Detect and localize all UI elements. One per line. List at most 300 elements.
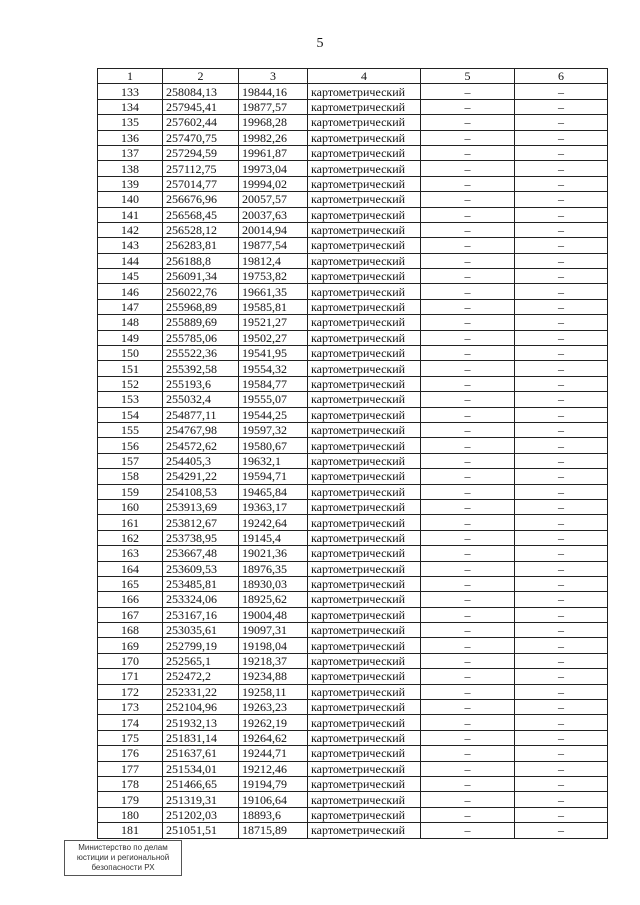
header-col-5: 5 <box>421 69 515 84</box>
table-row <box>98 269 608 284</box>
point-number-cell: 180 <box>98 807 163 822</box>
y-coordinate-cell: 19264,62 <box>239 730 308 745</box>
point-number-cell: 166 <box>98 592 163 607</box>
col6-cell: – <box>515 99 608 114</box>
method-cell: картометрический <box>308 623 421 638</box>
col5-cell: – <box>421 484 515 499</box>
coordinates-table <box>97 68 608 839</box>
x-coordinate-cell: 251932,13 <box>163 715 239 730</box>
method-cell: картометрический <box>308 807 421 822</box>
col5-cell: – <box>421 807 515 822</box>
y-coordinate-cell: 19584,77 <box>239 376 308 391</box>
table-row <box>98 346 608 361</box>
y-coordinate-cell: 19212,46 <box>239 761 308 776</box>
col5-cell: – <box>421 346 515 361</box>
col5-cell: – <box>421 715 515 730</box>
point-number-cell: 135 <box>98 115 163 130</box>
y-coordinate-cell: 19198,04 <box>239 638 308 653</box>
table-row <box>98 515 608 530</box>
col6-cell: – <box>515 530 608 545</box>
method-cell: картометрический <box>308 161 421 176</box>
col5-cell: – <box>421 607 515 622</box>
col6-cell: – <box>515 715 608 730</box>
y-coordinate-cell: 18930,03 <box>239 576 308 591</box>
point-number-cell: 136 <box>98 130 163 145</box>
x-coordinate-cell: 251466,65 <box>163 776 239 791</box>
stamp-line: безопасности РХ <box>91 863 155 872</box>
method-cell: картометрический <box>308 207 421 222</box>
method-cell: картометрический <box>308 238 421 253</box>
col6-cell: – <box>515 623 608 638</box>
col5-cell: – <box>421 561 515 576</box>
table-row <box>98 145 608 160</box>
col5-cell: – <box>421 376 515 391</box>
point-number-cell: 147 <box>98 299 163 314</box>
col6-cell: – <box>515 84 608 99</box>
table-row <box>98 761 608 776</box>
col6-cell: – <box>515 515 608 530</box>
x-coordinate-cell: 252472,2 <box>163 669 239 684</box>
col5-cell: – <box>421 469 515 484</box>
col6-cell: – <box>515 161 608 176</box>
x-coordinate-cell: 254877,11 <box>163 407 239 422</box>
table-row <box>98 561 608 576</box>
method-cell: картометрический <box>308 253 421 268</box>
table-row <box>98 807 608 822</box>
point-number-cell: 169 <box>98 638 163 653</box>
method-cell: картометрический <box>308 315 421 330</box>
table-row <box>98 253 608 268</box>
x-coordinate-cell: 257014,77 <box>163 176 239 191</box>
header-col-3: 3 <box>239 69 308 84</box>
x-coordinate-cell: 253035,61 <box>163 623 239 638</box>
col5-cell: – <box>421 546 515 561</box>
y-coordinate-cell: 19585,81 <box>239 299 308 314</box>
col5-cell: – <box>421 392 515 407</box>
table-row <box>98 99 608 114</box>
table-row <box>98 576 608 591</box>
col6-cell: – <box>515 561 608 576</box>
y-coordinate-cell: 19263,23 <box>239 700 308 715</box>
x-coordinate-cell: 254767,98 <box>163 422 239 437</box>
col6-cell: – <box>515 730 608 745</box>
point-number-cell: 155 <box>98 422 163 437</box>
point-number-cell: 175 <box>98 730 163 745</box>
method-cell: картометрический <box>308 330 421 345</box>
col6-cell: – <box>515 746 608 761</box>
x-coordinate-cell: 252104,96 <box>163 700 239 715</box>
page-number: 5 <box>316 36 324 51</box>
col5-cell: – <box>421 407 515 422</box>
x-coordinate-cell: 256188,8 <box>163 253 239 268</box>
table-row <box>98 746 608 761</box>
method-cell: картометрический <box>308 176 421 191</box>
col6-cell: – <box>515 284 608 299</box>
col6-cell: – <box>515 376 608 391</box>
method-cell: картометрический <box>308 700 421 715</box>
point-number-cell: 138 <box>98 161 163 176</box>
x-coordinate-cell: 254108,53 <box>163 484 239 499</box>
col6-cell: – <box>515 115 608 130</box>
col5-cell: – <box>421 192 515 207</box>
y-coordinate-cell: 19097,31 <box>239 623 308 638</box>
point-number-cell: 146 <box>98 284 163 299</box>
point-number-cell: 176 <box>98 746 163 761</box>
x-coordinate-cell: 253738,95 <box>163 530 239 545</box>
x-coordinate-cell: 255032,4 <box>163 392 239 407</box>
col6-cell: – <box>515 669 608 684</box>
col6-cell: – <box>515 792 608 807</box>
col5-cell: – <box>421 746 515 761</box>
table-row <box>98 238 608 253</box>
point-number-cell: 140 <box>98 192 163 207</box>
point-number-cell: 164 <box>98 561 163 576</box>
x-coordinate-cell: 255785,06 <box>163 330 239 345</box>
table-row <box>98 638 608 653</box>
x-coordinate-cell: 253812,67 <box>163 515 239 530</box>
table-row <box>98 715 608 730</box>
y-coordinate-cell: 19580,67 <box>239 438 308 453</box>
col6-cell: – <box>515 253 608 268</box>
col6-cell: – <box>515 776 608 791</box>
y-coordinate-cell: 19258,11 <box>239 684 308 699</box>
y-coordinate-cell: 19661,35 <box>239 284 308 299</box>
col5-cell: – <box>421 453 515 468</box>
point-number-cell: 153 <box>98 392 163 407</box>
x-coordinate-cell: 256091,34 <box>163 269 239 284</box>
y-coordinate-cell: 18715,89 <box>239 823 308 838</box>
col6-cell: – <box>515 207 608 222</box>
y-coordinate-cell: 18976,35 <box>239 561 308 576</box>
method-cell: картометрический <box>308 299 421 314</box>
y-coordinate-cell: 19262,19 <box>239 715 308 730</box>
col6-cell: – <box>515 145 608 160</box>
col6-cell: – <box>515 130 608 145</box>
col5-cell: – <box>421 576 515 591</box>
header-col-4: 4 <box>308 69 421 84</box>
x-coordinate-cell: 257945,41 <box>163 99 239 114</box>
table-row <box>98 330 608 345</box>
method-cell: картометрический <box>308 269 421 284</box>
x-coordinate-cell: 251534,01 <box>163 761 239 776</box>
table-row <box>98 530 608 545</box>
col5-cell: – <box>421 238 515 253</box>
table-row <box>98 546 608 561</box>
method-cell: картометрический <box>308 638 421 653</box>
col5-cell: – <box>421 515 515 530</box>
col6-cell: – <box>515 407 608 422</box>
method-cell: картометрический <box>308 499 421 514</box>
table-row <box>98 392 608 407</box>
x-coordinate-cell: 253324,06 <box>163 592 239 607</box>
y-coordinate-cell: 19982,26 <box>239 130 308 145</box>
method-cell: картометрический <box>308 530 421 545</box>
table-row <box>98 607 608 622</box>
header-col-1: 1 <box>98 69 163 84</box>
col6-cell: – <box>515 238 608 253</box>
x-coordinate-cell: 254405,3 <box>163 453 239 468</box>
stamp-line: Министерство по делам <box>78 843 168 852</box>
col5-cell: – <box>421 315 515 330</box>
method-cell: картометрический <box>308 653 421 668</box>
col6-cell: – <box>515 823 608 838</box>
col5-cell: – <box>421 222 515 237</box>
y-coordinate-cell: 19973,04 <box>239 161 308 176</box>
y-coordinate-cell: 20014,94 <box>239 222 308 237</box>
point-number-cell: 160 <box>98 499 163 514</box>
table-row <box>98 422 608 437</box>
y-coordinate-cell: 19844,16 <box>239 84 308 99</box>
y-coordinate-cell: 19877,54 <box>239 238 308 253</box>
point-number-cell: 179 <box>98 792 163 807</box>
y-coordinate-cell: 19218,37 <box>239 653 308 668</box>
method-cell: картометрический <box>308 115 421 130</box>
y-coordinate-cell: 19502,27 <box>239 330 308 345</box>
point-number-cell: 144 <box>98 253 163 268</box>
col5-cell: – <box>421 623 515 638</box>
y-coordinate-cell: 19363,17 <box>239 499 308 514</box>
x-coordinate-cell: 251051,51 <box>163 823 239 838</box>
method-cell: картометрический <box>308 422 421 437</box>
method-cell: картометрический <box>308 99 421 114</box>
x-coordinate-cell: 251319,31 <box>163 792 239 807</box>
col5-cell: – <box>421 361 515 376</box>
method-cell: картометрический <box>308 484 421 499</box>
y-coordinate-cell: 18893,6 <box>239 807 308 822</box>
col5-cell: – <box>421 115 515 130</box>
y-coordinate-cell: 19961,87 <box>239 145 308 160</box>
y-coordinate-cell: 19021,36 <box>239 546 308 561</box>
col5-cell: – <box>421 161 515 176</box>
table-body <box>98 84 608 838</box>
point-number-cell: 168 <box>98 623 163 638</box>
point-number-cell: 159 <box>98 484 163 499</box>
col5-cell: – <box>421 145 515 160</box>
col5-cell: – <box>421 99 515 114</box>
y-coordinate-cell: 19521,27 <box>239 315 308 330</box>
table-row <box>98 376 608 391</box>
table-row <box>98 453 608 468</box>
col6-cell: – <box>515 438 608 453</box>
table-row <box>98 161 608 176</box>
col6-cell: – <box>515 330 608 345</box>
method-cell: картометрический <box>308 192 421 207</box>
table-row <box>98 207 608 222</box>
point-number-cell: 158 <box>98 469 163 484</box>
x-coordinate-cell: 255522,36 <box>163 346 239 361</box>
point-number-cell: 170 <box>98 653 163 668</box>
y-coordinate-cell: 19877,57 <box>239 99 308 114</box>
method-cell: картометрический <box>308 669 421 684</box>
point-number-cell: 161 <box>98 515 163 530</box>
col6-cell: – <box>515 269 608 284</box>
col5-cell: – <box>421 823 515 838</box>
method-cell: картометрический <box>308 376 421 391</box>
col6-cell: – <box>515 299 608 314</box>
col6-cell: – <box>515 807 608 822</box>
col5-cell: – <box>421 176 515 191</box>
y-coordinate-cell: 19244,71 <box>239 746 308 761</box>
x-coordinate-cell: 254291,22 <box>163 469 239 484</box>
x-coordinate-cell: 256283,81 <box>163 238 239 253</box>
table-row <box>98 438 608 453</box>
method-cell: картометрический <box>308 453 421 468</box>
header-col-6: 6 <box>515 69 608 84</box>
method-cell: картометрический <box>308 546 421 561</box>
table-row <box>98 792 608 807</box>
method-cell: картометрический <box>308 607 421 622</box>
x-coordinate-cell: 253167,16 <box>163 607 239 622</box>
col5-cell: – <box>421 422 515 437</box>
table-row <box>98 499 608 514</box>
x-coordinate-cell: 257602,44 <box>163 115 239 130</box>
point-number-cell: 181 <box>98 823 163 838</box>
table-header-row <box>98 69 608 84</box>
table-row <box>98 823 608 838</box>
table-row <box>98 684 608 699</box>
col6-cell: – <box>515 607 608 622</box>
y-coordinate-cell: 19812,4 <box>239 253 308 268</box>
x-coordinate-cell: 252331,22 <box>163 684 239 699</box>
x-coordinate-cell: 255193,6 <box>163 376 239 391</box>
x-coordinate-cell: 255889,69 <box>163 315 239 330</box>
col6-cell: – <box>515 453 608 468</box>
method-cell: картометрический <box>308 284 421 299</box>
method-cell: картометрический <box>308 592 421 607</box>
x-coordinate-cell: 256568,45 <box>163 207 239 222</box>
point-number-cell: 172 <box>98 684 163 699</box>
point-number-cell: 150 <box>98 346 163 361</box>
table-row <box>98 776 608 791</box>
x-coordinate-cell: 253609,53 <box>163 561 239 576</box>
point-number-cell: 174 <box>98 715 163 730</box>
method-cell: картометрический <box>308 84 421 99</box>
col5-cell: – <box>421 776 515 791</box>
col5-cell: – <box>421 284 515 299</box>
table-row <box>98 315 608 330</box>
table-row <box>98 284 608 299</box>
stamp-line: юстиции и региональной <box>76 853 170 862</box>
point-number-cell: 156 <box>98 438 163 453</box>
col6-cell: – <box>515 700 608 715</box>
col6-cell: – <box>515 592 608 607</box>
method-cell: картометрический <box>308 715 421 730</box>
x-coordinate-cell: 257470,75 <box>163 130 239 145</box>
col5-cell: – <box>421 669 515 684</box>
col6-cell: – <box>515 638 608 653</box>
col6-cell: – <box>515 499 608 514</box>
x-coordinate-cell: 256022,76 <box>163 284 239 299</box>
x-coordinate-cell: 254572,62 <box>163 438 239 453</box>
col5-cell: – <box>421 730 515 745</box>
x-coordinate-cell: 253485,81 <box>163 576 239 591</box>
method-cell: картометрический <box>308 346 421 361</box>
method-cell: картометрический <box>308 438 421 453</box>
method-cell: картометрический <box>308 576 421 591</box>
x-coordinate-cell: 253667,48 <box>163 546 239 561</box>
y-coordinate-cell: 19465,84 <box>239 484 308 499</box>
col6-cell: – <box>515 684 608 699</box>
point-number-cell: 167 <box>98 607 163 622</box>
col6-cell: – <box>515 315 608 330</box>
method-cell: картометрический <box>308 222 421 237</box>
point-number-cell: 171 <box>98 669 163 684</box>
y-coordinate-cell: 19145,4 <box>239 530 308 545</box>
col6-cell: – <box>515 346 608 361</box>
point-number-cell: 173 <box>98 700 163 715</box>
method-cell: картометрический <box>308 145 421 160</box>
col5-cell: – <box>421 653 515 668</box>
point-number-cell: 154 <box>98 407 163 422</box>
col5-cell: – <box>421 592 515 607</box>
method-cell: картометрический <box>308 407 421 422</box>
y-coordinate-cell: 19194,79 <box>239 776 308 791</box>
point-number-cell: 149 <box>98 330 163 345</box>
point-number-cell: 163 <box>98 546 163 561</box>
y-coordinate-cell: 19242,64 <box>239 515 308 530</box>
col6-cell: – <box>515 469 608 484</box>
point-number-cell: 133 <box>98 84 163 99</box>
y-coordinate-cell: 19234,88 <box>239 669 308 684</box>
method-cell: картометрический <box>308 392 421 407</box>
col6-cell: – <box>515 222 608 237</box>
header-col-2: 2 <box>163 69 239 84</box>
x-coordinate-cell: 251202,03 <box>163 807 239 822</box>
col6-cell: – <box>515 653 608 668</box>
table-row <box>98 653 608 668</box>
x-coordinate-cell: 256528,12 <box>163 222 239 237</box>
y-coordinate-cell: 19554,32 <box>239 361 308 376</box>
table-row <box>98 484 608 499</box>
point-number-cell: 148 <box>98 315 163 330</box>
method-cell: картометрический <box>308 823 421 838</box>
x-coordinate-cell: 251831,14 <box>163 730 239 745</box>
point-number-cell: 143 <box>98 238 163 253</box>
col5-cell: – <box>421 253 515 268</box>
table-row <box>98 730 608 745</box>
x-coordinate-cell: 258084,13 <box>163 84 239 99</box>
y-coordinate-cell: 19004,48 <box>239 607 308 622</box>
method-cell: картометрический <box>308 761 421 776</box>
x-coordinate-cell: 257112,75 <box>163 161 239 176</box>
col6-cell: – <box>515 192 608 207</box>
x-coordinate-cell: 252565,1 <box>163 653 239 668</box>
y-coordinate-cell: 19968,28 <box>239 115 308 130</box>
col5-cell: – <box>421 269 515 284</box>
table-row <box>98 130 608 145</box>
method-cell: картометрический <box>308 130 421 145</box>
col5-cell: – <box>421 299 515 314</box>
col5-cell: – <box>421 330 515 345</box>
y-coordinate-cell: 19555,07 <box>239 392 308 407</box>
table-row <box>98 623 608 638</box>
x-coordinate-cell: 256676,96 <box>163 192 239 207</box>
x-coordinate-cell: 251637,61 <box>163 746 239 761</box>
method-cell: картометрический <box>308 515 421 530</box>
x-coordinate-cell: 255392,58 <box>163 361 239 376</box>
point-number-cell: 151 <box>98 361 163 376</box>
y-coordinate-cell: 19541,95 <box>239 346 308 361</box>
y-coordinate-cell: 19753,82 <box>239 269 308 284</box>
col6-cell: – <box>515 761 608 776</box>
y-coordinate-cell: 19597,32 <box>239 422 308 437</box>
col6-cell: – <box>515 176 608 191</box>
col6-cell: – <box>515 422 608 437</box>
y-coordinate-cell: 18925,62 <box>239 592 308 607</box>
point-number-cell: 142 <box>98 222 163 237</box>
col5-cell: – <box>421 700 515 715</box>
table-row <box>98 115 608 130</box>
